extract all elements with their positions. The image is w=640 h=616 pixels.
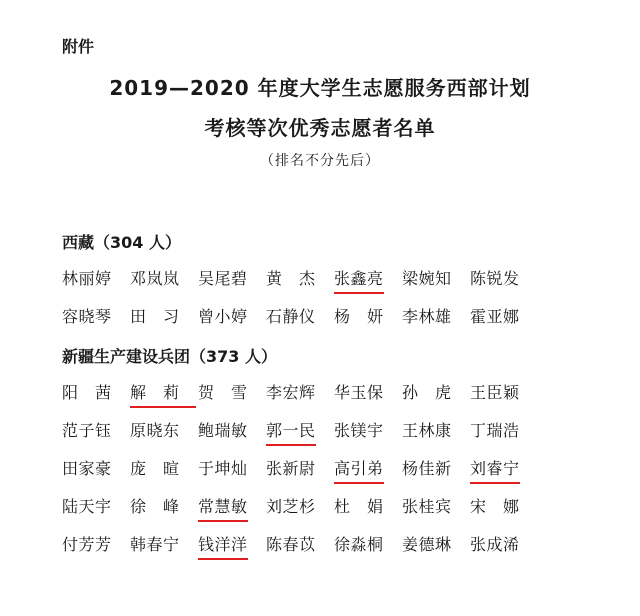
- name-text: 李宏辉: [266, 383, 316, 402]
- name-entry: [62, 418, 130, 446]
- name-entry: [402, 380, 470, 408]
- name-entry-underlined: [334, 456, 402, 484]
- name-text: 陆天宇: [62, 497, 112, 516]
- name-text: 陈锐发: [470, 269, 520, 288]
- name-text: 王林康: [402, 421, 452, 440]
- name-entry: [130, 494, 198, 522]
- name-text: 李林雄: [402, 307, 452, 326]
- name-entry: [402, 456, 470, 484]
- name-text: 杨妍: [334, 307, 401, 326]
- name-text: 于坤灿: [198, 459, 248, 478]
- name-text: 丁瑞浩: [470, 421, 520, 440]
- name-text: 田家豪: [62, 459, 112, 478]
- name-text: 阳茜: [62, 383, 129, 402]
- name-entry: [130, 456, 198, 484]
- name-text: 孙虎: [402, 383, 469, 402]
- name-row: [62, 494, 538, 522]
- name-entry: [470, 266, 538, 294]
- name-row: [62, 532, 538, 560]
- name-text: 宋娜: [470, 497, 537, 516]
- name-text: 钱洋洋: [198, 532, 248, 560]
- name-text: 高引弟: [334, 456, 384, 484]
- name-text: 杨佳新: [402, 459, 452, 478]
- name-entry: [130, 266, 198, 294]
- name-row: [62, 304, 538, 332]
- name-entry: [470, 494, 538, 522]
- name-text: 吴尾碧: [198, 269, 248, 288]
- name-text: 林丽婷: [62, 269, 112, 288]
- name-entry: [266, 266, 334, 294]
- name-entry: [266, 494, 334, 522]
- name-text: 张新尉: [266, 459, 316, 478]
- name-text: 常慧敏: [198, 494, 248, 522]
- name-entry-underlined: [266, 418, 334, 446]
- name-text: 郭一民: [266, 418, 316, 446]
- document-title-line1: 2019—2020 年度大学生志愿服务西部计划: [109, 76, 531, 100]
- name-text: 华玉保: [334, 383, 384, 402]
- name-entry: [266, 456, 334, 484]
- name-entry: [470, 380, 538, 408]
- name-entry: [334, 304, 402, 332]
- name-entry: [198, 266, 266, 294]
- name-entry: [62, 266, 130, 294]
- name-text: 姜德琳: [402, 535, 452, 554]
- section-heading-tibet: 西藏（304 人）: [62, 233, 181, 252]
- name-text: 曾小婷: [198, 307, 248, 326]
- name-entry: [334, 380, 402, 408]
- name-text: 陈春苡: [266, 535, 316, 554]
- name-entry: [62, 304, 130, 332]
- name-entry: [470, 532, 538, 560]
- name-row: [62, 456, 538, 484]
- name-text: 张鑫亮: [334, 266, 384, 294]
- name-entry-underlined: [198, 494, 266, 522]
- name-text: 杜娟: [334, 497, 401, 516]
- name-entry-underlined: [198, 532, 266, 560]
- name-row: [62, 380, 538, 408]
- name-text: 刘睿宁: [470, 456, 520, 484]
- name-entry-underlined: [334, 266, 402, 294]
- name-entry: [402, 532, 470, 560]
- name-entry: [198, 418, 266, 446]
- section-heading-xinjiang-corps: 新疆生产建设兵团（373 人）: [62, 347, 277, 366]
- name-entry: [402, 494, 470, 522]
- name-entry: [266, 304, 334, 332]
- name-text: 原晓东: [130, 421, 180, 440]
- name-entry: [266, 380, 334, 408]
- name-entry: [402, 266, 470, 294]
- name-text: 梁婉知: [402, 269, 452, 288]
- name-entry: [334, 494, 402, 522]
- name-entry: [198, 380, 266, 408]
- name-text: 庞暄: [130, 459, 197, 478]
- name-entry: [402, 304, 470, 332]
- name-entry: [130, 304, 198, 332]
- name-entry: [62, 532, 130, 560]
- name-text: 张桂宾: [402, 497, 452, 516]
- name-text: 田习: [130, 307, 197, 326]
- name-text: 韩春宁: [130, 535, 180, 554]
- name-text: 范子钰: [62, 421, 112, 440]
- name-entry: [198, 456, 266, 484]
- name-entry: [470, 418, 538, 446]
- document-title-line2: 考核等次优秀志愿者名单: [204, 116, 436, 140]
- name-text: 邓岚岚: [130, 269, 180, 288]
- name-text: 解莉: [130, 380, 196, 408]
- name-text: 贺雪: [198, 383, 265, 402]
- name-text: 容晓琴: [62, 307, 112, 326]
- name-entry: [62, 380, 130, 408]
- name-entry: [130, 418, 198, 446]
- name-entry-underlined: [130, 380, 198, 408]
- name-entry: [470, 304, 538, 332]
- name-entry-underlined: [470, 456, 538, 484]
- name-text: 鲍瑞敏: [198, 421, 248, 440]
- name-text: 张成浠: [470, 535, 520, 554]
- name-entry: [334, 418, 402, 446]
- name-entry: [62, 456, 130, 484]
- name-entry: [334, 532, 402, 560]
- name-entry: [266, 532, 334, 560]
- name-text: 黄杰: [266, 269, 333, 288]
- name-text: 付芳芳: [62, 535, 112, 554]
- name-entry: [198, 304, 266, 332]
- name-row: [62, 418, 538, 446]
- name-text: 徐峰: [130, 497, 197, 516]
- name-entry: [130, 532, 198, 560]
- name-entry: [402, 418, 470, 446]
- name-text: 徐淼桐: [334, 535, 384, 554]
- name-text: 张镁宇: [334, 421, 384, 440]
- name-text: 石静仪: [266, 307, 316, 326]
- name-text: 王臣颖: [470, 383, 520, 402]
- name-text: 霍亚娜: [470, 307, 520, 326]
- ranking-note: （排名不分先后）: [260, 153, 380, 169]
- name-row: [62, 266, 538, 294]
- name-entry: [62, 494, 130, 522]
- attachment-label: 附件: [62, 37, 95, 56]
- name-text: 刘芝杉: [266, 497, 316, 516]
